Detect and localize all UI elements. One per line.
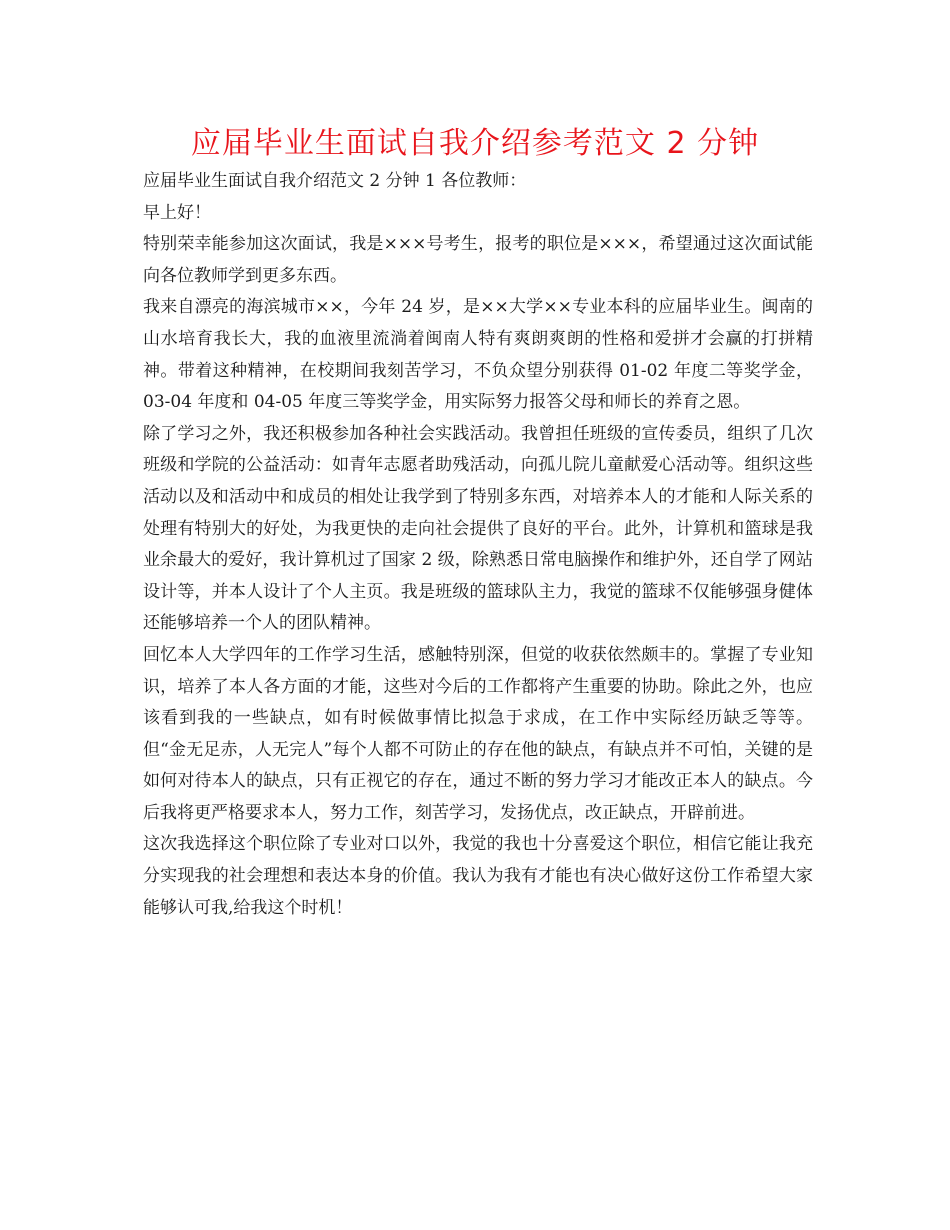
document-body: [143, 166, 813, 924]
paragraph-background: 我来自漂亮的海滨城市××，今年 24 岁，是××大学××专业本科的应届毕业生。闽南的山水培育我长大，我的血液里流淌着闽南人特有爽朗爽朗的性格和爱拼才会赢的打拼精神。带着这种精神，在校期间我刻苦学习，不负众望分别获得 01-02 年度二等奖学金，03-04 年度和 04-05 年度三等奖学金，用实际努力报答父母和师长的养育之恩。: [143, 297, 813, 413]
paragraph-greeting: 早上好！: [143, 202, 211, 223]
paragraph-salutation: 应届毕业生面试自我介绍范文 2 分钟 1 各位教师：: [143, 171, 527, 191]
paragraph-activities: 除了学习之外，我还积极参加各种社会实践活动。我曾担任班级的宣传委员，组织了几次班级和学院的公益活动：如青年志愿者助残活动，向孤儿院儿童献爱心活动等。组织这些活动以及和活动中和成员的相处让我学到了特别多东西，对培养本人的才能和人际关系的处理有特别大的好处，为我更快的走向社会提供了良好的平台。此外，计算机和篮球是我业余最大的爱好，我计算机过了国家 2 级，除熟悉日常电脑操作和维护外，还自学了网站设计等，并本人设计了个人主页。我是班级的篮球队主力，我觉的篮球不仅能够强身健体还能够培养一个人的团队精神。: [143, 423, 813, 634]
paragraph-intro: 特别荣幸能参加这次面试，我是×××号考生，报考的职位是×××，希望通过这次面试能向各位教师学到更多东西。: [143, 234, 813, 286]
document-title: 应届毕业生面试自我介绍参考范文 2 分钟: [190, 126, 760, 161]
paragraph-closing: 这次我选择这个职位除了专业对口以外，我觉的我也十分喜爱这个职位，相信它能让我充分实现我的社会理想和表达本身的价值。我认为我有才能也有决心做好这份工作希望大家能够认可我,给我这个时机！: [143, 834, 813, 918]
paragraph-reflection: 回忆本人大学四年的工作学习生活，感触特别深，但觉的收获依然颇丰的。掌握了专业知识，培养了本人各方面的才能，这些对今后的工作都将产生重要的协助。除此之外，也应该看到我的一些缺点，如有时候做事情比拟急于求成，在工作中实际经历缺乏等等。但“金无足赤，人无完人”每个人都不可防止的存在他的缺点，有缺点并不可怕，关键的是如何对待本人的缺点，只有正视它的存在，通过不断的努力学习才能改正本人的缺点。今后我将更严格要求本人，努力工作，刻苦学习，发扬优点，改正缺点，开辟前进。: [143, 644, 813, 823]
